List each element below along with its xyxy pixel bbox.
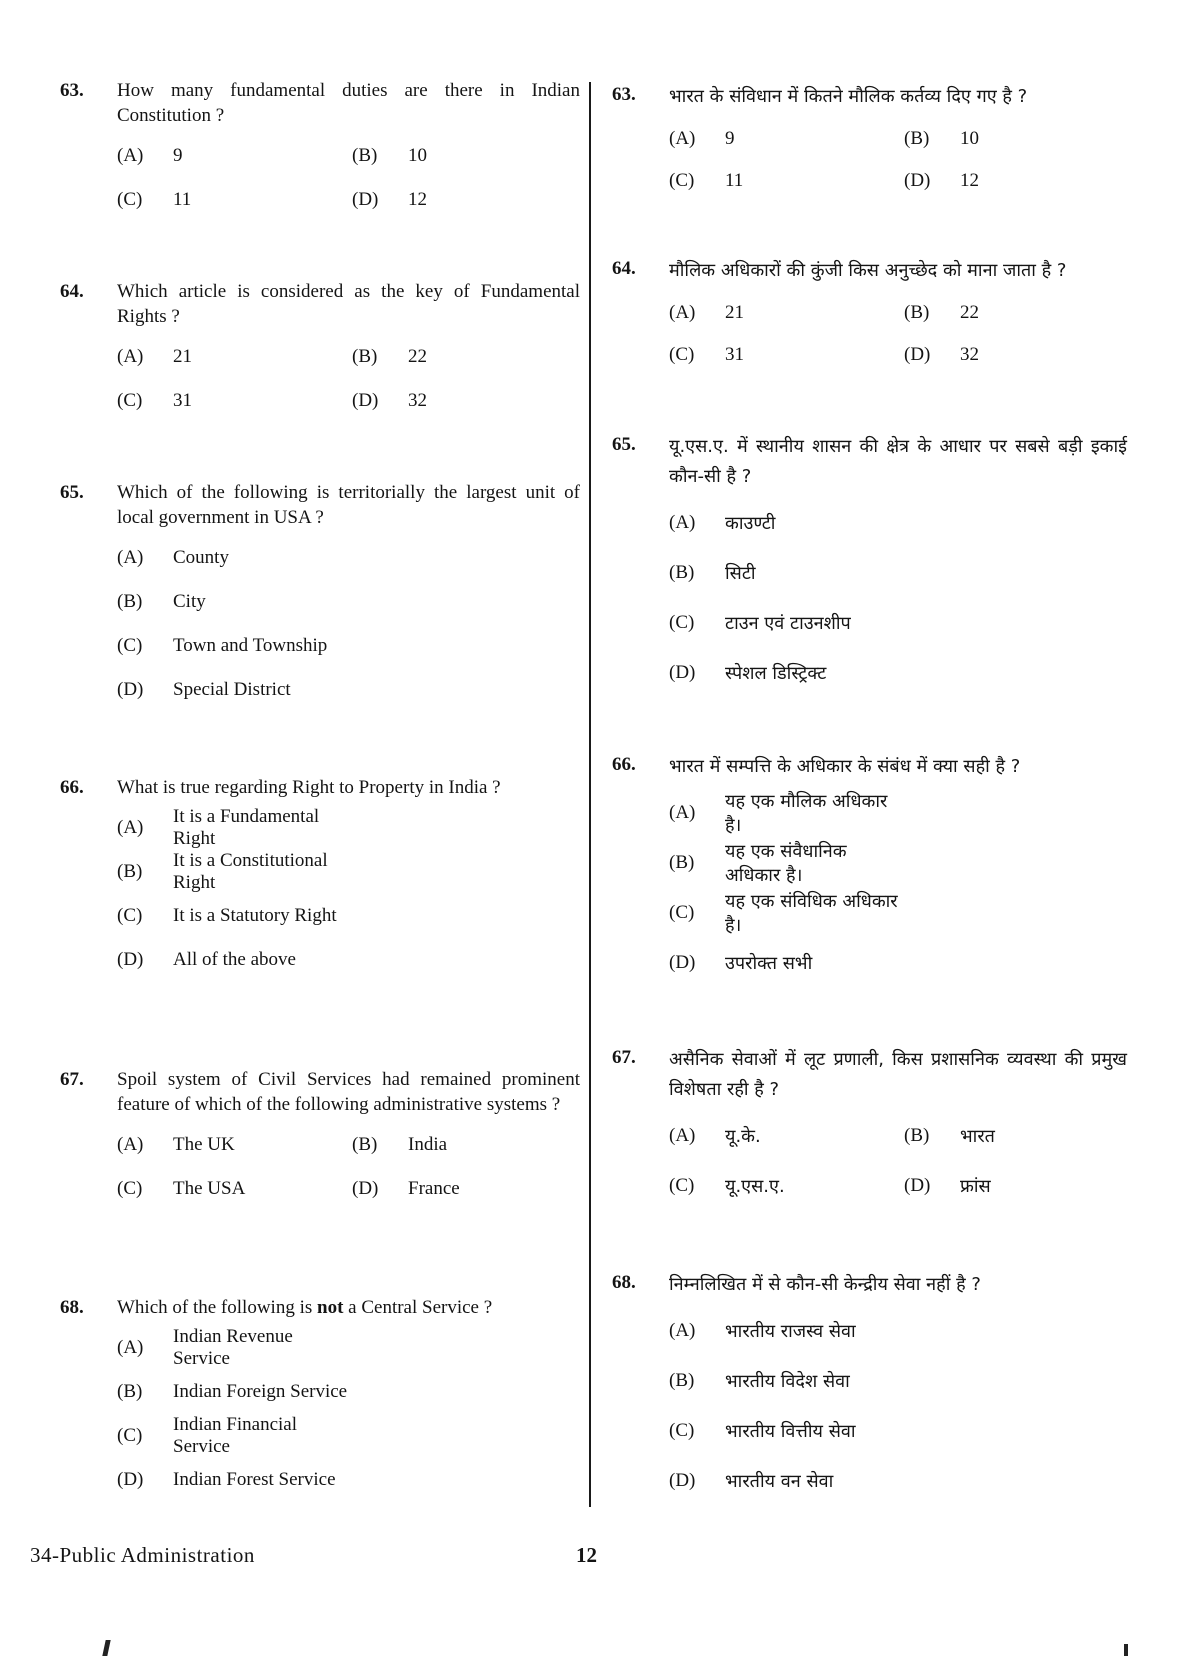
question-text: निम्नलिखित में से कौन-सी केन्द्रीय सेवा नहीं है ? bbox=[669, 1274, 981, 1295]
question-text: भारत में सम्पत्ति के अधिकार के संबंध में क्या सही है ? bbox=[669, 756, 1021, 777]
option-b: (B) भारतीय विदेश सेवा bbox=[669, 1370, 850, 1392]
option-b: (B) भारत bbox=[904, 1125, 995, 1147]
option-a: (A) 9 bbox=[669, 128, 735, 149]
option-a: (A) The UK bbox=[117, 1134, 235, 1155]
question-68-hindi bbox=[612, 1270, 1127, 1506]
question-63-english bbox=[60, 78, 580, 222]
question-text: Which of the following is territorially the largest unit of local government in USA ? bbox=[117, 482, 580, 528]
option-a: (A) काउण्टी bbox=[669, 512, 776, 534]
option-c: (C) Town and Township bbox=[117, 635, 328, 656]
option-d: (D) 32 bbox=[904, 344, 979, 365]
column-divider bbox=[589, 82, 591, 1507]
option-d: (D) 12 bbox=[904, 170, 979, 191]
question-66-hindi bbox=[612, 752, 1127, 988]
option-c: (C) 11 bbox=[117, 189, 192, 210]
question-64-english bbox=[60, 279, 580, 423]
question-text: मौलिक अधिकारों की कुंजी किस अनुच्छेद को माना जाता है ? bbox=[669, 260, 1067, 281]
option-c: (C) Indian Financial Service bbox=[117, 1414, 297, 1457]
option-c: (C) 31 bbox=[669, 344, 744, 365]
option-c: (C) The USA bbox=[117, 1178, 246, 1199]
question-text: भारत के संविधान में कितने मौलिक कर्तव्य दिए गए है ? bbox=[669, 86, 1028, 107]
question-text: How many fundamental duties are there in Indian Constitution ? bbox=[117, 80, 580, 126]
option-d: (D) स्पेशल डिस्ट्रिक्ट bbox=[669, 662, 827, 684]
option-a: (A) It is a Fundamental Right bbox=[117, 806, 320, 849]
scan-mark-left bbox=[102, 1640, 110, 1656]
option-d: (D) Special District bbox=[117, 679, 291, 700]
question-number: 63. bbox=[612, 84, 636, 105]
option-b: (B) India bbox=[352, 1134, 448, 1155]
footer-subject: 34-Public Administration bbox=[30, 1543, 255, 1567]
question-number: 66. bbox=[60, 777, 84, 798]
question-67-hindi bbox=[612, 1045, 1127, 1211]
emphasis-not: not bbox=[317, 1297, 344, 1318]
option-c: (C) 11 bbox=[669, 170, 744, 191]
question-number: 67. bbox=[612, 1047, 636, 1068]
option-c: (C) 31 bbox=[117, 390, 192, 411]
option-b: (B) सिटी bbox=[669, 562, 756, 584]
question-65-english bbox=[60, 480, 580, 712]
question-number: 65. bbox=[60, 482, 84, 503]
question-66-english bbox=[60, 775, 580, 982]
option-d: (D) 32 bbox=[352, 390, 427, 411]
question-number: 67. bbox=[60, 1069, 84, 1090]
option-b: (B) यह एक संवैधानिक अधिकार है। bbox=[669, 841, 847, 886]
option-b: (B) Indian Foreign Service bbox=[117, 1381, 348, 1402]
option-a: (A) County bbox=[117, 547, 229, 568]
option-a: (A) भारतीय राजस्व सेवा bbox=[669, 1320, 856, 1342]
option-d: (D) All of the above bbox=[117, 949, 296, 970]
option-a: (A) 21 bbox=[117, 346, 192, 367]
question-67-english bbox=[60, 1067, 580, 1211]
question-68-english bbox=[60, 1295, 580, 1502]
question-text: यू.एस.ए. में स्थानीय शासन की क्षेत्र के आधार पर सबसे बड़ी इकाई कौन-सी है ? bbox=[669, 436, 1127, 487]
question-65-hindi bbox=[612, 432, 1127, 698]
question-number: 65. bbox=[612, 434, 636, 455]
option-c: (C) यू.एस.ए. bbox=[669, 1175, 785, 1197]
option-b: (B) 22 bbox=[352, 346, 427, 367]
option-d: (D) फ्रांस bbox=[904, 1175, 991, 1197]
option-b: (B) 10 bbox=[352, 145, 427, 166]
question-number: 68. bbox=[612, 1272, 636, 1293]
option-d: (D) उपरोक्त सभी bbox=[669, 952, 813, 974]
option-a: (A) यह एक मौलिक अधिकार है। bbox=[669, 791, 888, 836]
page-number: 12 bbox=[576, 1543, 597, 1567]
option-b: (B) It is a Constitutional Right bbox=[117, 850, 328, 893]
question-text: Which of the following is not a Central Service ? bbox=[117, 1297, 493, 1318]
option-a: (A) 9 bbox=[117, 145, 183, 166]
question-number: 64. bbox=[60, 281, 84, 302]
option-a: (A) Indian Revenue Service bbox=[117, 1326, 293, 1369]
question-64-hindi bbox=[612, 256, 1127, 376]
option-c: (C) टाउन एवं टाउनशीप bbox=[669, 612, 851, 634]
option-b: (B) 22 bbox=[904, 302, 979, 323]
option-b: (B) City bbox=[117, 591, 206, 612]
question-number: 66. bbox=[612, 754, 636, 775]
option-a: (A) 21 bbox=[669, 302, 744, 323]
option-d: (D) France bbox=[352, 1178, 460, 1199]
question-text: असैनिक सेवाओं में लूट प्रणाली, किस प्रशासनिक व्यवस्था की प्रमुख विशेषता रही है ? bbox=[669, 1049, 1127, 1100]
option-b: (B) 10 bbox=[904, 128, 979, 149]
question-text: Spoil system of Civil Services had remained prominent feature of which of the following administrative systems ? bbox=[117, 1069, 580, 1115]
option-d: (D) भारतीय वन सेवा bbox=[669, 1470, 834, 1492]
option-d: (D) 12 bbox=[352, 189, 427, 210]
question-number: 64. bbox=[612, 258, 636, 279]
question-number: 63. bbox=[60, 80, 84, 101]
option-c: (C) यह एक संविधिक अधिकार है। bbox=[669, 891, 898, 936]
option-d: (D) Indian Forest Service bbox=[117, 1469, 336, 1490]
question-text: What is true regarding Right to Property in India ? bbox=[117, 777, 501, 798]
option-c: (C) It is a Statutory Right bbox=[117, 905, 337, 926]
question-text: Which article is considered as the key of Fundamental Rights ? bbox=[117, 281, 580, 327]
question-63-hindi bbox=[612, 82, 1127, 202]
question-number: 68. bbox=[60, 1297, 84, 1318]
option-a: (A) यू.के. bbox=[669, 1125, 761, 1147]
option-c: (C) भारतीय वित्तीय सेवा bbox=[669, 1420, 856, 1442]
scan-mark-right bbox=[1124, 1644, 1128, 1656]
